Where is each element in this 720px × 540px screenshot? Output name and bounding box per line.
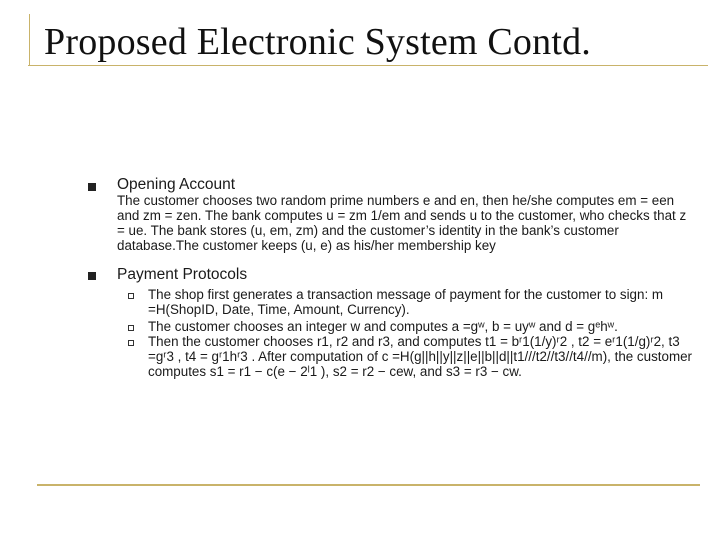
title-underline-rule	[28, 65, 708, 66]
slide-title: Proposed Electronic System Contd.	[44, 21, 591, 63]
sub-bullet-hollow-square-icon	[128, 293, 134, 299]
payment-step-1: The shop first generates a transaction message of payment for the customer to sign: m =H(ShopID, Date, Time, Amount, Currency).	[148, 287, 664, 317]
bullet-square-icon	[88, 183, 96, 191]
section-heading-opening-account: Opening Account	[117, 176, 236, 193]
section-heading-payment-protocols: Payment Protocols	[117, 266, 248, 283]
payment-step-3: Then the customer chooses r1, r2 and r3, and computes t1 = bʳ1(1/y)ʳ2 , t2 = eʳ1(1/g)ʳ2, t3 =gʳ3 , t4 = gʳ1hʳ3 . After computation of c =H(g||h||y||z||e||b||d||t1///t2//t3//t4//m), the customer computes s1 = r1 − c(e − 2ˡ1 ), s2 = r2 − cew, and s3 = r3 − cw.	[148, 334, 693, 379]
sub-bullet-hollow-square-icon	[128, 325, 134, 331]
payment-step-2: The customer chooses an integer w and computes a =gʷ, b = uyʷ and d = gᵉhʷ.	[148, 319, 618, 334]
footer-rule	[37, 484, 700, 486]
bullet-square-icon	[88, 272, 96, 280]
section-body-opening-account: The customer chooses two random prime numbers e and en, then he/she computes em = een and zm = zen. The bank computes u = zm 1/em and sends u to the customer, who checks that z = ue. The bank stores (u, em, zm) and the customer’s identity in the bank’s customer database.The customer keeps (u, e) as his/her membership key	[117, 193, 687, 253]
sub-bullet-hollow-square-icon	[128, 340, 134, 346]
title-vertical-rule	[29, 14, 30, 66]
